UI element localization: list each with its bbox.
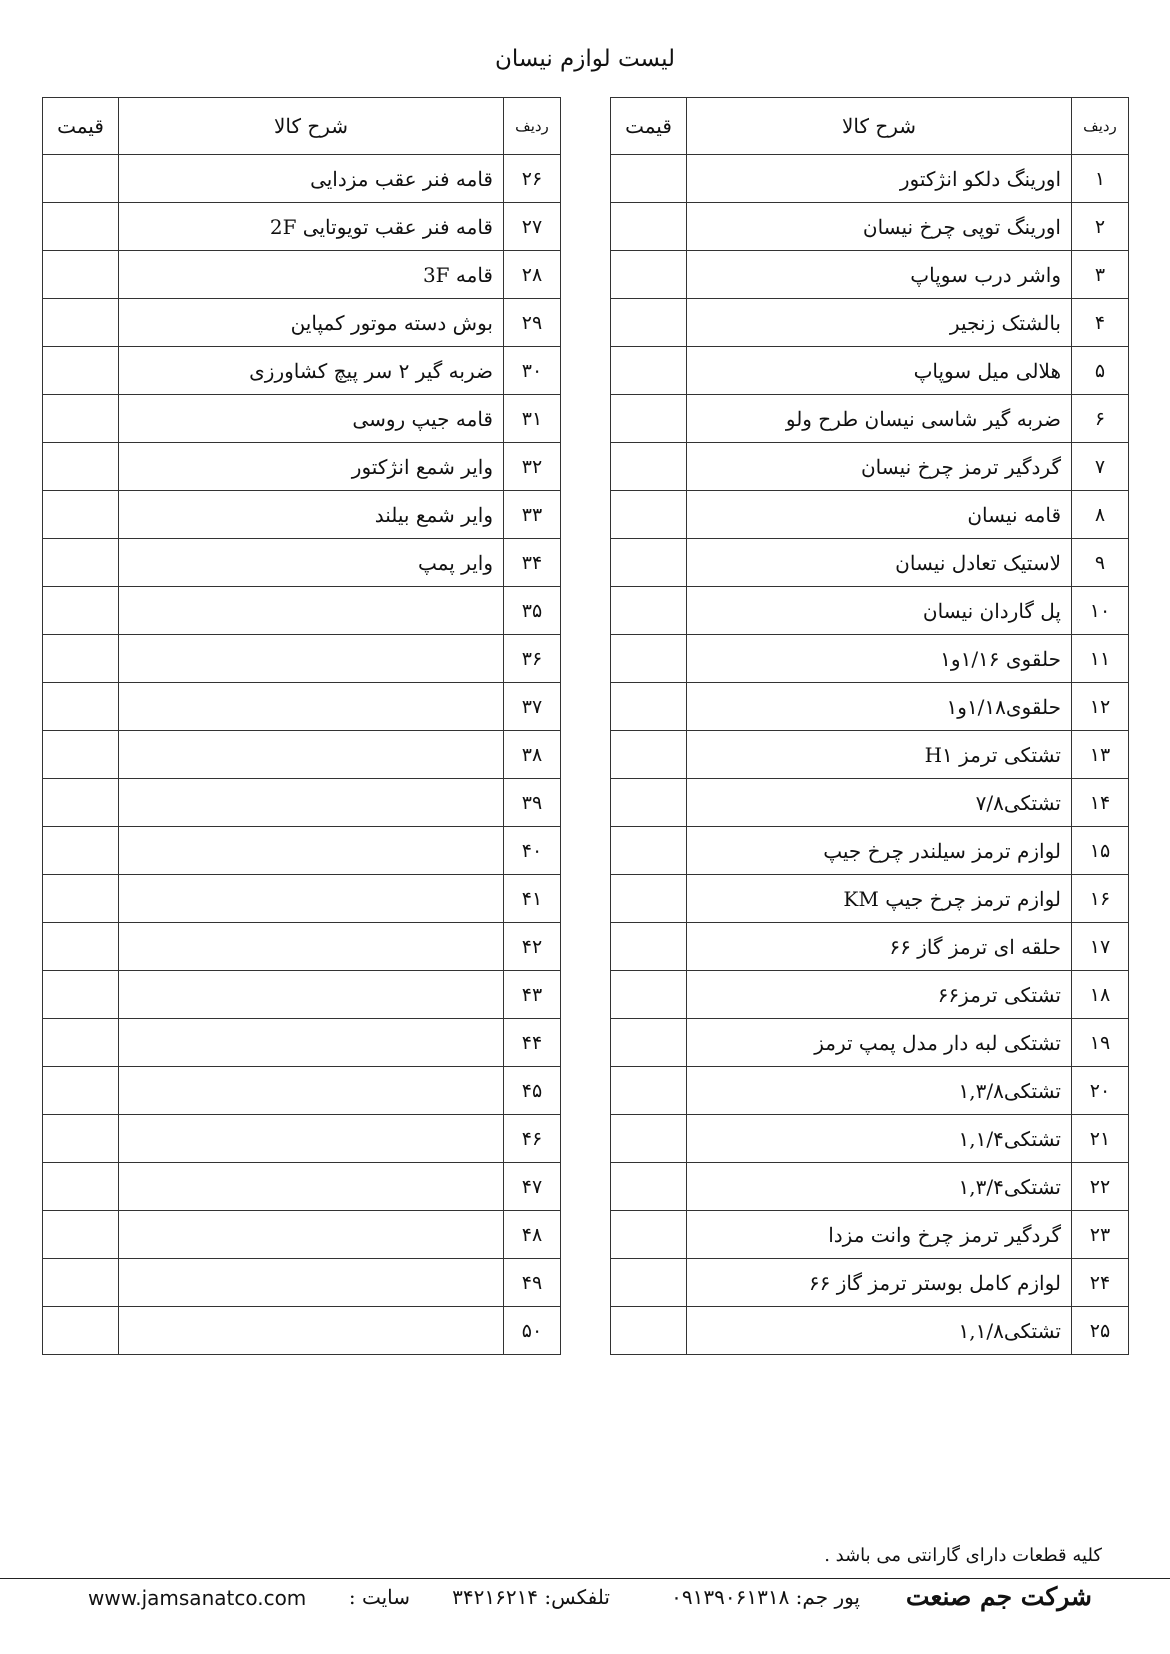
- row-index: ۱۲: [1072, 683, 1129, 731]
- row-price: [43, 587, 119, 635]
- row-description: [119, 923, 504, 971]
- table-row: [43, 1019, 561, 1067]
- row-price: [611, 635, 687, 683]
- row-index: ۴۳: [504, 971, 561, 1019]
- row-index: ۲۸: [504, 251, 561, 299]
- row-description: تشتکی۱,۱/۴: [687, 1115, 1072, 1163]
- row-index: ۳۸: [504, 731, 561, 779]
- row-index: ۵۰: [504, 1307, 561, 1355]
- table-body-left: [43, 155, 561, 1355]
- row-price: [43, 299, 119, 347]
- row-price: [43, 827, 119, 875]
- row-description: ضربه گیر شاسی نیسان طرح ولو: [687, 395, 1072, 443]
- items-table-left: [42, 97, 561, 1355]
- row-index: ۷: [1072, 443, 1129, 491]
- row-price: [611, 395, 687, 443]
- table-row: [611, 971, 1129, 1019]
- row-price: [611, 971, 687, 1019]
- table-row: [43, 1115, 561, 1163]
- table-row: [43, 1163, 561, 1211]
- row-price: [43, 395, 119, 443]
- row-description: وایر شمع انژکتور: [119, 443, 504, 491]
- table-row: [611, 731, 1129, 779]
- row-description: وایر شمع بیلند: [119, 491, 504, 539]
- row-index: ۴۵: [504, 1067, 561, 1115]
- row-price: [611, 251, 687, 299]
- row-description: لوازم ترمز سیلندر چرخ جیپ: [687, 827, 1072, 875]
- row-index: ۱۵: [1072, 827, 1129, 875]
- row-price: [43, 347, 119, 395]
- row-price: [611, 875, 687, 923]
- row-price: [43, 1163, 119, 1211]
- row-price: [43, 1019, 119, 1067]
- row-index: ۱۹: [1072, 1019, 1129, 1067]
- company-name: شرکت جم صنعت: [905, 1582, 1092, 1611]
- row-price: [43, 1307, 119, 1355]
- row-description: [119, 779, 504, 827]
- row-index: ۴۷: [504, 1163, 561, 1211]
- row-description: تشتکی۱,۱/۸: [687, 1307, 1072, 1355]
- table-row: [611, 1163, 1129, 1211]
- row-description: [119, 635, 504, 683]
- fax-number: تلفکس: ۳۴۲۱۶۲۱۴: [452, 1585, 610, 1609]
- table-row: [611, 251, 1129, 299]
- row-price: [43, 443, 119, 491]
- row-description: تشتکی۱,۳/۸: [687, 1067, 1072, 1115]
- row-price: [43, 971, 119, 1019]
- row-description: اورینگ توپی چرخ نیسان: [687, 203, 1072, 251]
- table-row: [611, 923, 1129, 971]
- row-index: ۲۶: [504, 155, 561, 203]
- row-price: [611, 491, 687, 539]
- table-row: [43, 251, 561, 299]
- table-row: [43, 1067, 561, 1115]
- table-row: [43, 875, 561, 923]
- table-row: [43, 443, 561, 491]
- row-description: [119, 1307, 504, 1355]
- row-price: [611, 923, 687, 971]
- table-row: [611, 1067, 1129, 1115]
- row-description: پل گاردان نیسان: [687, 587, 1072, 635]
- row-index: ۱۷: [1072, 923, 1129, 971]
- table-row: [611, 395, 1129, 443]
- table-row: [611, 203, 1129, 251]
- row-index: ۳۳: [504, 491, 561, 539]
- table-row: [43, 1307, 561, 1355]
- table-body-right: [611, 155, 1129, 1355]
- table-row: [43, 971, 561, 1019]
- row-price: [611, 779, 687, 827]
- row-index: ۳۵: [504, 587, 561, 635]
- row-index: ۱۸: [1072, 971, 1129, 1019]
- row-price: [611, 1211, 687, 1259]
- table-row: [43, 395, 561, 443]
- row-price: [43, 731, 119, 779]
- row-price: [43, 1211, 119, 1259]
- website-label: سایت :: [348, 1585, 410, 1609]
- row-index: ۳۶: [504, 635, 561, 683]
- row-price: [611, 1307, 687, 1355]
- row-index: ۱۴: [1072, 779, 1129, 827]
- row-description: واشر درب سوپاپ: [687, 251, 1072, 299]
- row-price: [43, 635, 119, 683]
- row-price: [611, 347, 687, 395]
- table-row: [611, 1211, 1129, 1259]
- items-table-right: [610, 97, 1129, 1355]
- table-row: [43, 299, 561, 347]
- row-description: تشتکی ترمز H۱: [687, 731, 1072, 779]
- table-header-row: [611, 98, 1129, 155]
- row-description: [119, 875, 504, 923]
- table-row: [611, 683, 1129, 731]
- table-row: [611, 491, 1129, 539]
- row-index: ۳: [1072, 251, 1129, 299]
- row-description: تشتکی۱,۳/۴: [687, 1163, 1072, 1211]
- row-index: ۲۱: [1072, 1115, 1129, 1163]
- row-index: ۲۷: [504, 203, 561, 251]
- row-price: [43, 875, 119, 923]
- row-index: ۹: [1072, 539, 1129, 587]
- row-price: [611, 443, 687, 491]
- row-description: قامه نیسان: [687, 491, 1072, 539]
- row-price: [611, 203, 687, 251]
- header-price: قیمت: [611, 98, 687, 155]
- row-price: [611, 1163, 687, 1211]
- table-row: [611, 779, 1129, 827]
- row-index: ۲۰: [1072, 1067, 1129, 1115]
- row-index: ۵: [1072, 347, 1129, 395]
- table-row: [43, 683, 561, 731]
- row-index: ۳۲: [504, 443, 561, 491]
- table-header-row: [43, 98, 561, 155]
- table-row: [611, 1115, 1129, 1163]
- table-row: [43, 1211, 561, 1259]
- row-description: لاستیک تعادل نیسان: [687, 539, 1072, 587]
- row-index: ۴: [1072, 299, 1129, 347]
- row-price: [43, 1259, 119, 1307]
- row-index: ۳۹: [504, 779, 561, 827]
- table-row: [611, 1259, 1129, 1307]
- row-price: [43, 251, 119, 299]
- row-index: ۸: [1072, 491, 1129, 539]
- row-price: [611, 1259, 687, 1307]
- row-index: ۳۴: [504, 539, 561, 587]
- table-row: [43, 203, 561, 251]
- header-description: شرح کالا: [119, 98, 504, 155]
- table-row: [611, 1019, 1129, 1067]
- row-price: [611, 1067, 687, 1115]
- row-index: ۱: [1072, 155, 1129, 203]
- row-index: ۲۲: [1072, 1163, 1129, 1211]
- table-row: [611, 347, 1129, 395]
- row-price: [611, 155, 687, 203]
- header-description: شرح کالا: [687, 98, 1072, 155]
- row-index: ۴۱: [504, 875, 561, 923]
- row-description: هلالی میل سوپاپ: [687, 347, 1072, 395]
- row-description: [119, 731, 504, 779]
- row-description: قامه جیپ روسی: [119, 395, 504, 443]
- row-index: ۱۰: [1072, 587, 1129, 635]
- row-price: [611, 1019, 687, 1067]
- row-index: ۱۳: [1072, 731, 1129, 779]
- table-row: [611, 587, 1129, 635]
- table-row: [43, 347, 561, 395]
- row-description: [119, 1067, 504, 1115]
- row-description: قامه فنر عقب تویوتایی 2F: [119, 203, 504, 251]
- row-price: [43, 779, 119, 827]
- row-index: ۳۰: [504, 347, 561, 395]
- table-row: [611, 635, 1129, 683]
- row-description: اورینگ دلکو انژکتور: [687, 155, 1072, 203]
- row-description: [119, 1211, 504, 1259]
- page-title: لیست لوازم نیسان: [494, 46, 676, 72]
- row-description: گردگیر ترمز چرخ نیسان: [687, 443, 1072, 491]
- header-index: ردیف: [1072, 98, 1129, 155]
- row-description: [119, 1259, 504, 1307]
- row-index: ۴۰: [504, 827, 561, 875]
- table-row: [611, 875, 1129, 923]
- header-index: ردیف: [504, 98, 561, 155]
- row-index: ۳۷: [504, 683, 561, 731]
- row-price: [43, 155, 119, 203]
- row-price: [43, 539, 119, 587]
- row-price: [611, 299, 687, 347]
- table-row: [43, 1259, 561, 1307]
- row-index: ۴۹: [504, 1259, 561, 1307]
- row-index: ۶: [1072, 395, 1129, 443]
- row-price: [611, 683, 687, 731]
- row-description: بالشتک زنجیر: [687, 299, 1072, 347]
- footer-divider: [0, 1578, 1170, 1579]
- table-row: [43, 923, 561, 971]
- table-row: [611, 539, 1129, 587]
- table-row: [43, 491, 561, 539]
- table-row: [43, 731, 561, 779]
- row-price: [611, 1115, 687, 1163]
- row-price: [43, 491, 119, 539]
- row-description: گردگیر ترمز چرخ وانت مزدا: [687, 1211, 1072, 1259]
- row-description: لوازم کامل بوستر ترمز گاز ۶۶: [687, 1259, 1072, 1307]
- row-index: ۱۶: [1072, 875, 1129, 923]
- row-description: تشتکی ترمز۶۶: [687, 971, 1072, 1019]
- row-description: وایر پمپ: [119, 539, 504, 587]
- row-price: [43, 1067, 119, 1115]
- row-price: [611, 827, 687, 875]
- row-description: ضربه گیر ۲ سر پیچ کشاورزی: [119, 347, 504, 395]
- table-row: [43, 779, 561, 827]
- row-index: ۲۵: [1072, 1307, 1129, 1355]
- row-index: ۲۳: [1072, 1211, 1129, 1259]
- row-price: [611, 587, 687, 635]
- row-description: [119, 827, 504, 875]
- warranty-note: کلیه قطعات دارای گارانتی می باشد .: [824, 1545, 1102, 1566]
- website-link[interactable]: www.jamsanatco.com: [88, 1586, 307, 1610]
- row-price: [43, 683, 119, 731]
- row-description: [119, 683, 504, 731]
- row-index: ۴۲: [504, 923, 561, 971]
- row-description: [119, 1115, 504, 1163]
- row-description: [119, 587, 504, 635]
- row-price: [611, 539, 687, 587]
- header-price: قیمت: [43, 98, 119, 155]
- row-description: حلقه ای ترمز گاز ۶۶: [687, 923, 1072, 971]
- table-row: [43, 587, 561, 635]
- row-price: [611, 731, 687, 779]
- row-index: ۲۹: [504, 299, 561, 347]
- row-index: ۴۸: [504, 1211, 561, 1259]
- row-description: حلقوی ۱/۱۶و۱: [687, 635, 1072, 683]
- row-description: [119, 971, 504, 1019]
- mobile-number: پور جم: ۰۹۱۳۹۰۶۱۳۱۸: [671, 1585, 860, 1609]
- row-description: قامه 3F: [119, 251, 504, 299]
- row-price: [43, 203, 119, 251]
- table-row: [611, 155, 1129, 203]
- table-row: [43, 635, 561, 683]
- table-row: [43, 155, 561, 203]
- row-description: تشتکی لبه دار مدل پمپ ترمز: [687, 1019, 1072, 1067]
- table-row: [43, 827, 561, 875]
- row-description: [119, 1163, 504, 1211]
- row-index: ۱۱: [1072, 635, 1129, 683]
- row-description: [119, 1019, 504, 1067]
- table-row: [611, 443, 1129, 491]
- row-index: ۳۱: [504, 395, 561, 443]
- row-description: بوش دسته موتور کمپاین: [119, 299, 504, 347]
- row-description: حلقوی۱/۱۸و۱: [687, 683, 1072, 731]
- table-row: [43, 539, 561, 587]
- row-index: ۲: [1072, 203, 1129, 251]
- row-index: ۲۴: [1072, 1259, 1129, 1307]
- row-price: [43, 923, 119, 971]
- table-row: [611, 827, 1129, 875]
- row-price: [43, 1115, 119, 1163]
- row-index: ۴۶: [504, 1115, 561, 1163]
- row-description: تشتکی۷/۸: [687, 779, 1072, 827]
- row-description: قامه فنر عقب مزدایی: [119, 155, 504, 203]
- table-row: [611, 299, 1129, 347]
- row-description: لوازم ترمز چرخ جیپ KM: [687, 875, 1072, 923]
- row-index: ۴۴: [504, 1019, 561, 1067]
- table-row: [611, 1307, 1129, 1355]
